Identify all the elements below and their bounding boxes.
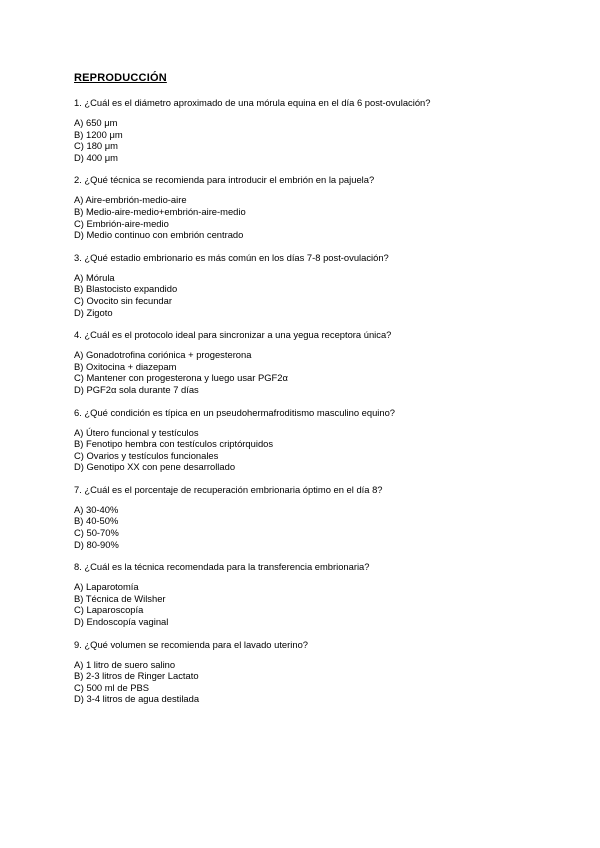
question-text: 1. ¿Cuál es el diámetro aproximado de una mórula equina en el día 6 post-ovulación? (74, 97, 431, 108)
question-text: 7. ¿Cuál es el porcentaje de recuperación embrionaria óptimo en el día 8? (74, 483, 383, 495)
question-block (74, 639, 574, 705)
option-list (74, 581, 574, 627)
page-title: REPRODUCCIÓN (74, 72, 167, 84)
option: D) Genotipo XX con pene desarrollado (74, 461, 236, 473)
option-list (74, 117, 574, 163)
option: A) Útero funcional y testículos (74, 426, 199, 438)
option: B) 40-50% (74, 515, 119, 527)
option: D) 80-90% (74, 538, 119, 550)
option: C) Embrión-aire-medio (74, 217, 169, 229)
option: C) Ovocito sin fecundar (74, 294, 172, 306)
option: B) 1200 μm (74, 128, 123, 140)
question-block (74, 97, 574, 163)
question-text: 4. ¿Cuál es el protocolo ideal para sincronizar a una yegua receptora única? (74, 329, 392, 341)
option: C) 500 ml de PBS (74, 681, 150, 693)
option-list (74, 194, 574, 240)
option: B) Técnica de Wilsher (74, 592, 166, 604)
question-text: 2. ¿Qué técnica se recomienda para introducir el embrión en la pajuela? (74, 174, 375, 186)
question-block (74, 484, 574, 550)
document-page (74, 72, 574, 716)
option: B) 2-3 litros de Ringer Lactato (74, 670, 199, 682)
question-text: 6. ¿Qué condición es típica en un pseudohermafroditismo masculino equino? (74, 406, 396, 418)
option: A) Laparotomía (74, 581, 139, 593)
option-list (74, 427, 574, 473)
option: A) 650 μm (74, 117, 118, 128)
option: A) 1 litro de suero salino (74, 658, 176, 670)
option: B) Blastocisto expandido (74, 283, 178, 295)
option: D) Endoscopía vaginal (74, 616, 169, 628)
option: C) Laparoscopía (74, 604, 144, 616)
option: D) PGF2α sola durante 7 días (74, 383, 199, 395)
option: A) Gonadotrofina coriónica + progesterona (74, 349, 252, 361)
option: B) Fenotipo hembra con testículos criptórquidos (74, 438, 274, 450)
option: A) Mórula (74, 271, 115, 283)
option-list (74, 349, 574, 395)
question-block (74, 252, 574, 318)
option: D) Medio continuo con embrión centrado (74, 229, 244, 241)
option: D) 3-4 litros de agua destilada (74, 693, 200, 705)
option: D) 400 μm (74, 151, 118, 163)
question-block (74, 329, 574, 395)
question-block (74, 174, 574, 240)
option: C) Mantener con progesterona y luego usar PGF2α (74, 372, 288, 384)
option: C) 180 μm (74, 140, 118, 152)
option-list (74, 659, 574, 705)
option: D) Zigoto (74, 306, 113, 318)
option: A) Aire-embrión-medio-aire (74, 194, 187, 206)
option: B) Medio-aire-medio+embrión-aire-medio (74, 205, 246, 217)
question-block (74, 407, 574, 473)
option-list (74, 504, 574, 550)
option: A) 30-40% (74, 503, 119, 515)
question-text: 8. ¿Cuál es la técnica recomendada para la transferencia embrionaria? (74, 561, 370, 573)
option-list (74, 272, 574, 318)
option: C) 50-70% (74, 527, 119, 539)
question-text: 9. ¿Qué volumen se recomienda para el lavado uterino? (74, 638, 308, 650)
option: B) Oxitocina + diazepam (74, 360, 177, 372)
question-block (74, 561, 574, 627)
question-text: 3. ¿Qué estadio embrionario es más común en los días 7-8 post-ovulación? (74, 251, 389, 263)
option: C) Ovarios y testículos funcionales (74, 449, 219, 461)
